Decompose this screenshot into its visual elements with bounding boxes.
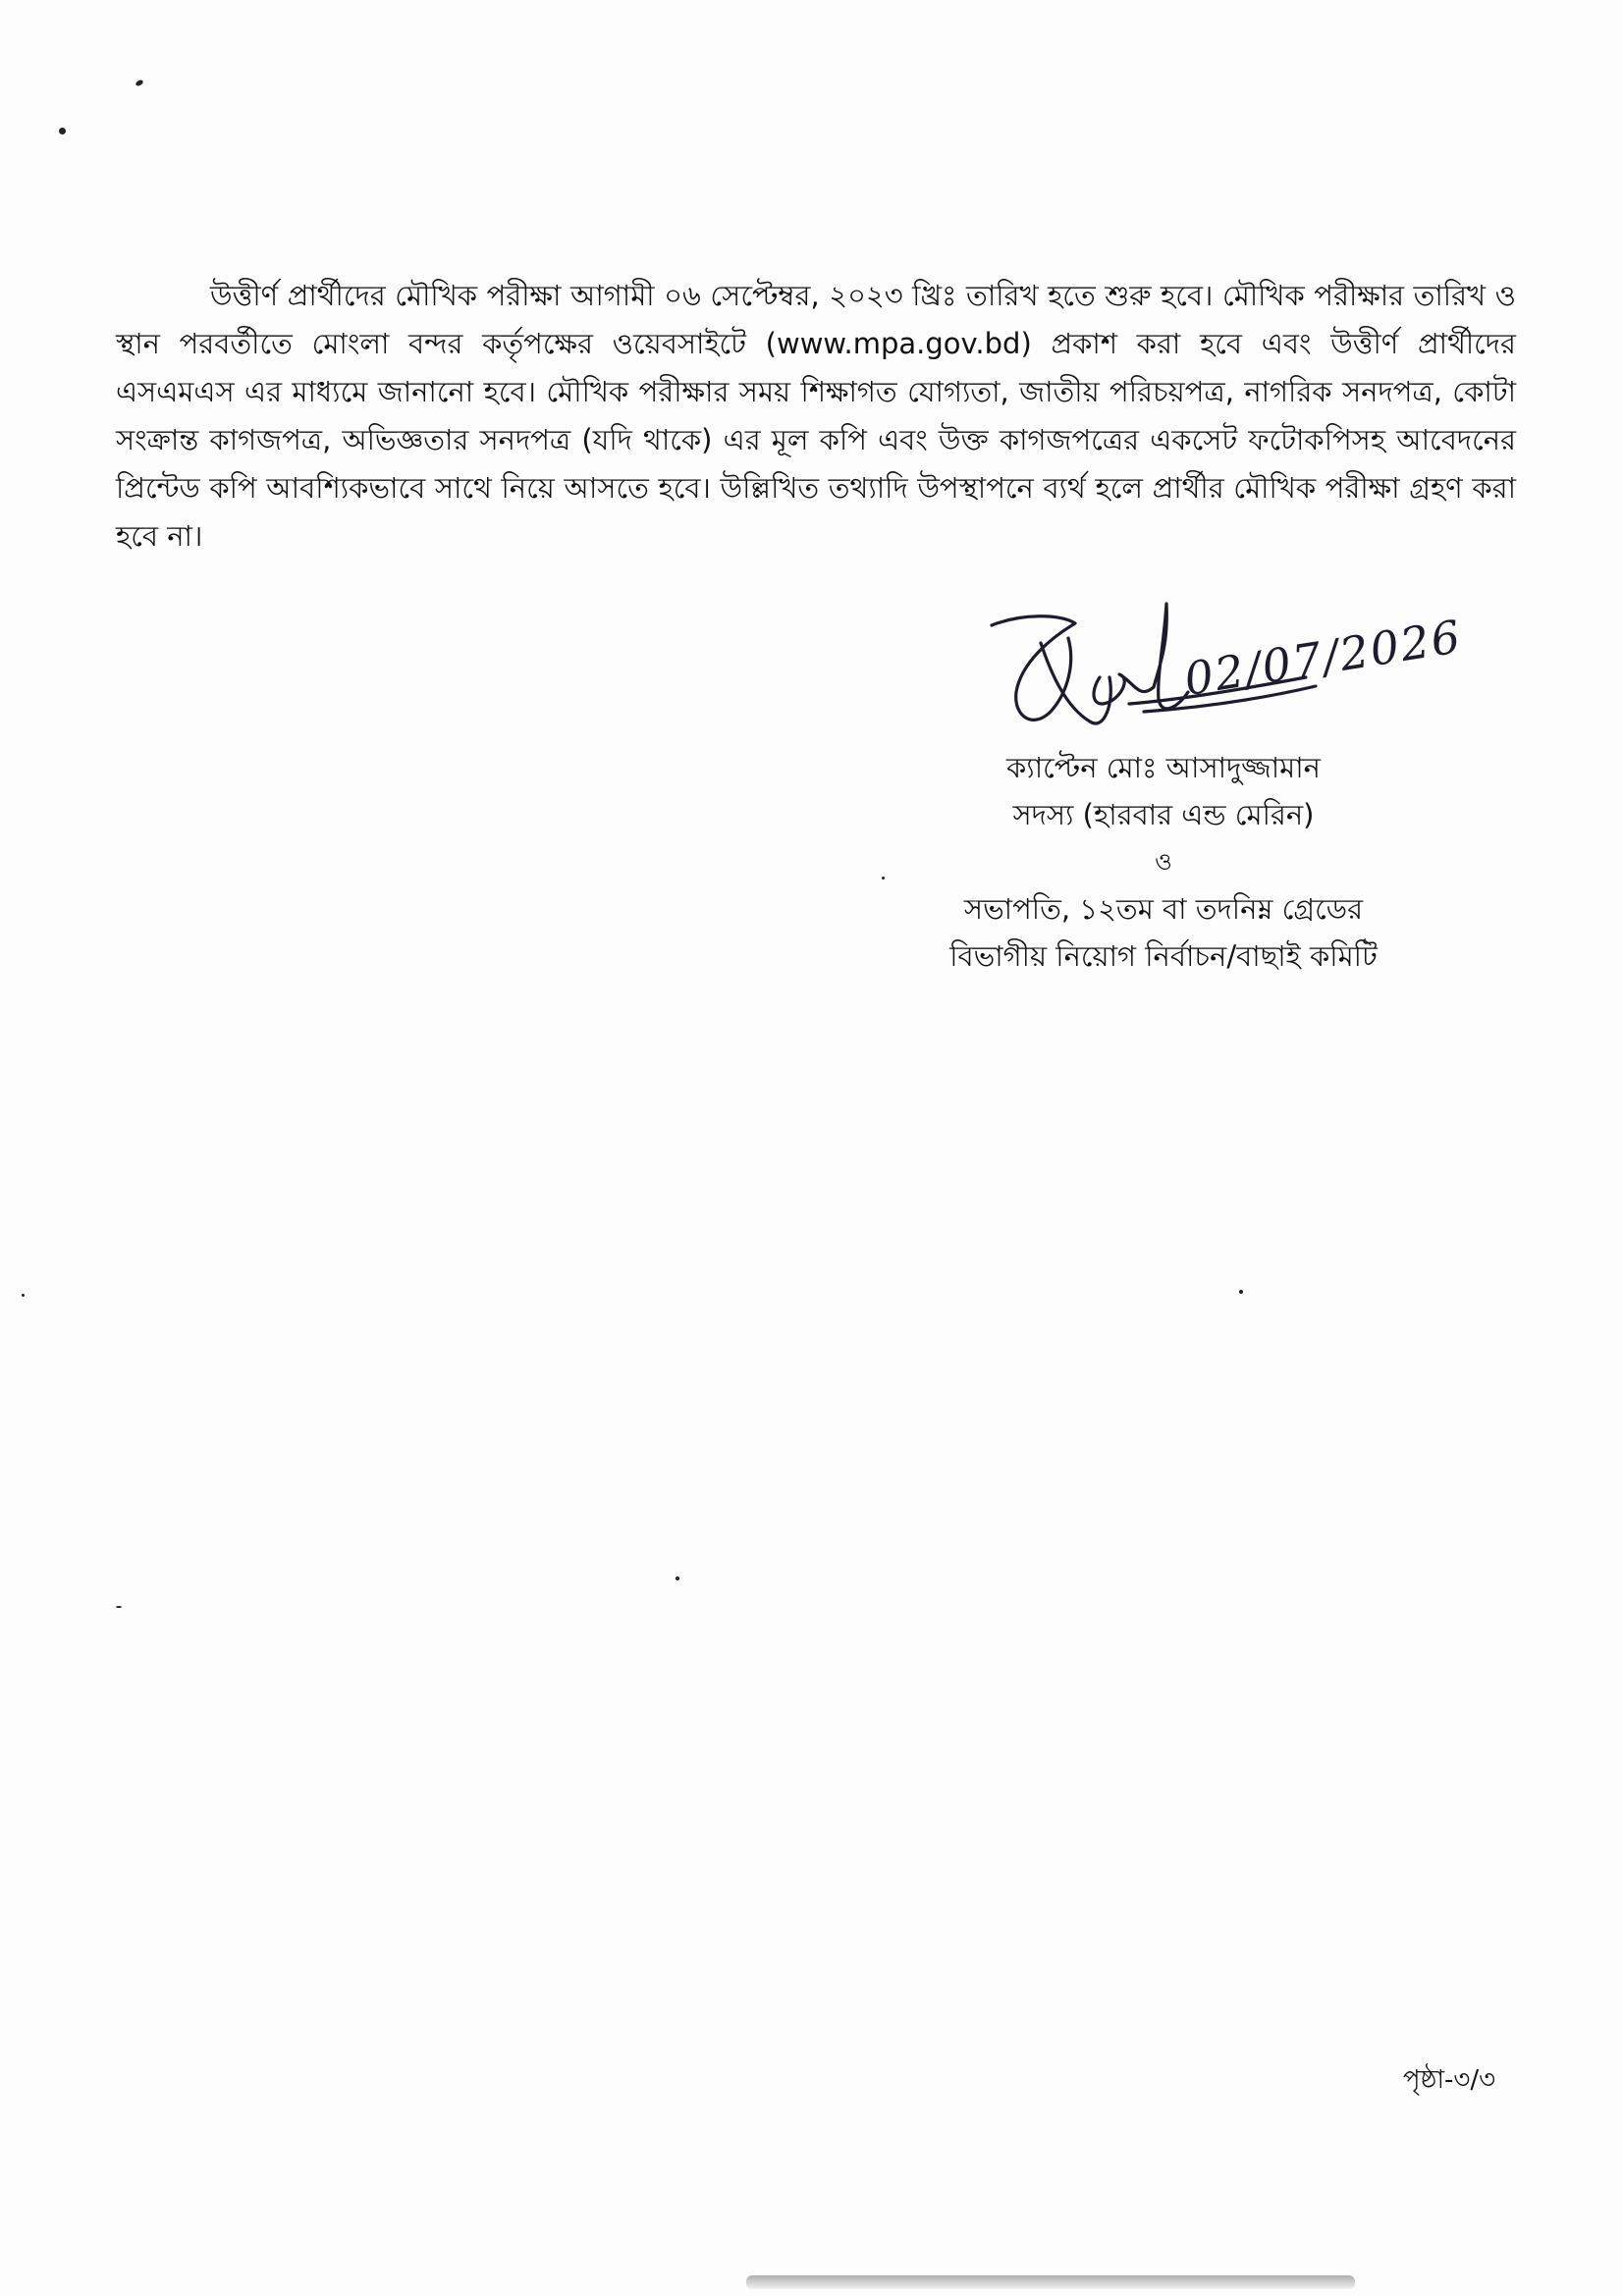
scan-edge-shadow [746,2275,1355,2289]
signature-date: 02/07/2026 [1180,610,1466,706]
scan-speck [59,128,66,134]
signatory-designation: সদস্য (হারবার এন্ড মেরিন) [1012,798,1315,831]
page-number: পৃষ্ঠা-৩/৩ [1402,2065,1495,2095]
signatory-conjunction: ও [1155,848,1172,876]
signatory-committee-line: বিভাগীয় নিয়োগ নির্বাচন/বাছাই কমিটি [949,939,1378,973]
scan-speck [135,79,143,86]
scan-speck [882,877,885,880]
signatory-block [889,744,1438,980]
handwritten-signature [982,584,1466,756]
signatory-name: ক্যাপ্টেন মোঃ আসাদুজ্জামান [1006,751,1321,784]
scan-speck [1239,1290,1243,1294]
scan-speck [116,1606,122,1608]
notice-paragraph: উত্তীর্ণ প্রার্থীদের মৌখিক পরীক্ষা আগামী ০৬ সেপ্টেম্বর, ২০২৩ খ্রিঃ তারিখ হতে শুরু হবে। মৌখিক পরীক্ষার তারিখ ও স্থান পরবর্তীতে মোংলা বন্দর কর্তৃপক্ষের ওয়েবসাইটে (www.mpa.gov.bd) প্রকাশ করা হবে এবং উত্তীর্ণ প্রার্থীদের এসএমএস এর মাধ্যমে জানানো হবে। মৌখিক পরীক্ষার সময় শিক্ষাগত যোগ্যতা, জাতীয় পরিচয়পত্র, নাগরিক সনদপত্র, কোটা সংক্রান্ত কাগজপত্র, অভিজ্ঞতার সনদপত্র (যদি থাকে) এর মূল কপি এবং উক্ত কাগজপত্রের একসেট ফটোকপিসহ আবেদনের প্রিন্টেড কপি আবশ্যিকভাবে সাথে নিয়ে আসতে হবে। উল্লিখিত তথ্যাদি উপস্থাপনে ব্যর্থ হলে প্রার্থীর মৌখিক পরীক্ষা গ্রহণ করা হবে না। [116,279,1516,553]
signatory-chair-line: সভাপতি, ১২তম বা তদনিম্ন গ্রেডের [963,892,1364,926]
scan-speck [22,1294,25,1297]
scan-speck [676,1576,679,1580]
